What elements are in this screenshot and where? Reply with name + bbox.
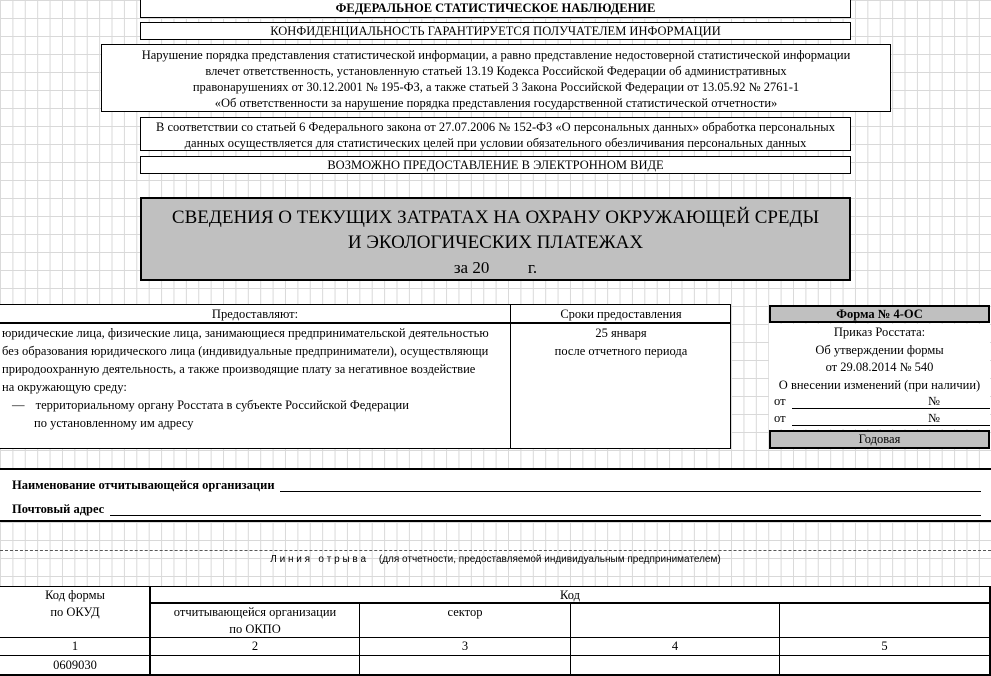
order-label: Приказ Росстата:: [833, 325, 926, 339]
report-year-prefix: за 20: [453, 258, 490, 277]
submitters-line: на окружающую среду:: [2, 380, 127, 394]
cut-line-note: (для отчетности, предоставляемой индивидуальным предпринимателем): [378, 554, 721, 565]
changes-date-field-1[interactable]: [792, 393, 946, 409]
deadline-period: после отчетного периода: [554, 344, 688, 358]
report-year: [142, 255, 849, 280]
periodicity-box: [769, 430, 990, 449]
submitters-line: юридические лица, физические лица, занимающиеся предпринимательской деятельностью: [2, 326, 489, 340]
federal-observation-text: ФЕДЕРАЛЬНОЕ СТАТИСТИЧЕСКОЕ НАБЛЮДЕНИЕ: [335, 1, 656, 15]
form-number-box: [769, 305, 990, 323]
organization-name-label: Наименование отчитывающейся организации: [12, 478, 275, 492]
report-title-line-1: СВЕДЕНИЯ О ТЕКУЩИХ ЗАТРАТАХ НА ОХРАНУ ОКРУЖАЮЩЕЙ СРЕДЫ: [171, 207, 820, 228]
organization-name-field[interactable]: [280, 477, 981, 492]
recipient-line: [2, 396, 510, 414]
changes-date-field-2[interactable]: [792, 410, 946, 426]
periodicity: Годовая: [858, 432, 901, 446]
sector-value-cell[interactable]: [360, 656, 570, 674]
personal-data-line: В соответствии со статьей 6 Федерального закона от 27.07.2006 № 152-ФЗ «О персональных данных» обработка персональных: [156, 120, 835, 134]
submitters-line: без образования юридического лица (индивидуальные предприниматели), осуществляющи: [2, 344, 489, 358]
code-header: Код: [560, 588, 580, 602]
postal-address-label: Почтовый адрес: [12, 502, 105, 516]
okpo-header-line-1: отчитывающейся организации: [173, 605, 337, 619]
code-5-value-cell[interactable]: [780, 656, 989, 674]
deadlines-header: Сроки предоставления: [560, 307, 682, 321]
number-label: №: [928, 394, 940, 408]
column-number-2: 2: [251, 639, 259, 653]
recipient-address-line: по установленному им адресу: [34, 416, 194, 430]
deadline-date: 25 января: [595, 326, 647, 340]
postal-address-field[interactable]: [110, 501, 981, 516]
liability-line: Нарушение порядка представления статистической информации, а равно представление недостоверной статистической информации: [141, 48, 851, 62]
number-label: №: [928, 411, 940, 425]
liability-notice: [101, 44, 891, 112]
okpo-header-line-2: по ОКПО: [229, 622, 281, 636]
cut-line-caption: [0, 553, 991, 567]
okud-header: [0, 587, 150, 621]
federal-observation-banner: [140, 0, 851, 18]
report-title-line-2: И ЭКОЛОГИЧЕСКИХ ПЛАТЕЖАХ: [347, 232, 644, 253]
confidentiality-text: КОНФИДЕНЦИАЛЬНОСТЬ ГАРАНТИРУЕТСЯ ПОЛУЧАТЕЛЕМ ИНФОРМАЦИИ: [270, 24, 721, 38]
code-4-value-cell[interactable]: [571, 656, 779, 674]
dash: —: [12, 398, 25, 412]
cut-line-label: Л и н и я о т р ы в а: [270, 554, 367, 565]
changes-label: О внесении изменений (при наличии): [778, 377, 981, 392]
report-title-block: [140, 197, 851, 281]
submitters-line: природоохранную деятельность, а также производящие плату за негативное воздействие: [2, 362, 476, 376]
cut-line: [0, 550, 991, 551]
electronic-submission-banner: [140, 156, 851, 174]
changes-row-2: [772, 410, 990, 427]
okud-value: 0609030: [53, 658, 97, 672]
sector-header: сектор: [447, 605, 483, 619]
confidentiality-banner: [140, 22, 851, 40]
deadlines-content: [511, 324, 731, 360]
liability-line: правонарушениях от 30.12.2001 № 195-ФЗ, а также статьей 3 Закона Российской Федерации от 13.05.92 № 2761-1: [192, 80, 800, 94]
column-number-3: 3: [461, 639, 469, 653]
personal-data-line: данных осуществляется для статистических целей при условии обязательного обезличивания персональных данных: [184, 136, 807, 150]
okpo-header: [151, 604, 359, 638]
electronic-submission-text: ВОЗМОЖНО ПРЕДОСТАВЛЕНИЕ В ЭЛЕКТРОННОМ ВИДЕ: [327, 158, 664, 172]
changes-row-1: [772, 393, 990, 410]
report-year-field[interactable]: [494, 263, 524, 280]
okpo-value-cell[interactable]: [151, 656, 359, 674]
form-number: Форма № 4-ОС: [836, 307, 923, 321]
personal-data-notice: [140, 117, 851, 151]
approval-date: от 29.08.2014 № 540: [825, 360, 934, 374]
column-number-4: 4: [671, 639, 679, 653]
changes-number-field-1[interactable]: [942, 393, 990, 409]
submitters-description: [2, 324, 510, 432]
column-number-1: 1: [71, 639, 79, 653]
report-year-suffix: г.: [527, 258, 538, 277]
liability-line: «Об ответственности за нарушение порядка представления государственной статистической отчетности»: [214, 96, 778, 110]
okud-header-line-1: Код формы: [45, 588, 105, 602]
from-label: от: [774, 411, 786, 425]
changes-number-field-2[interactable]: [942, 410, 990, 426]
liability-line: влечет ответственность, установленную статьей 13.19 Кодекса Российской Федерации об административных: [205, 64, 787, 78]
recipient-text: территориальному органу Росстата в субъекте Российской Федерации: [35, 398, 409, 412]
from-label: от: [774, 394, 786, 408]
approval-label: Об утверждении формы: [815, 342, 944, 357]
column-number-5: 5: [881, 639, 888, 653]
okud-header-line-2: по ОКУД: [50, 605, 100, 619]
submitters-header: Предоставляют:: [211, 307, 299, 321]
